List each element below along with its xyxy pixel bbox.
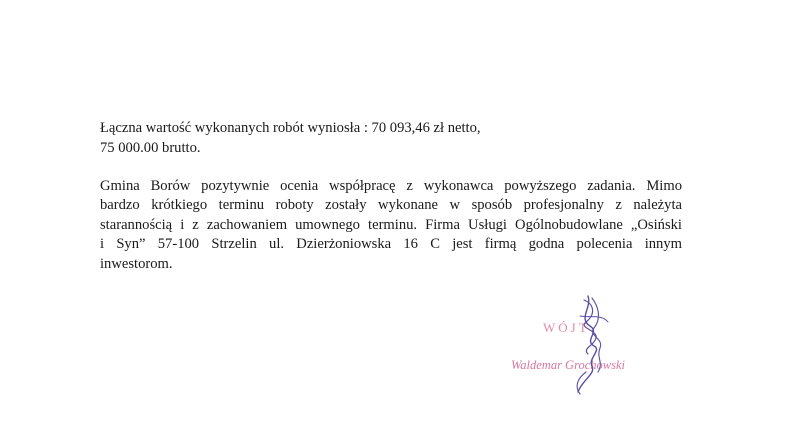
paragraph-line: inwestorom. bbox=[100, 255, 173, 272]
handwritten-signature bbox=[548, 288, 638, 398]
stamp-name: Waldemar Grochowski bbox=[511, 358, 626, 372]
recommendation-paragraph bbox=[100, 177, 682, 274]
gross-value-line: 75 000.00 brutto. bbox=[100, 140, 201, 156]
paragraph-line: starannością i z zachowaniem umownego terminu. Firma Usługi Ogólnobudowlane „Osiński bbox=[100, 216, 682, 233]
total-value-line: Łączna wartość wykonanych robót wyniosła : 70 093,46 zł netto, bbox=[100, 120, 481, 136]
paragraph-line: bardzo krótkiego terminu roboty zostały wykonane w sposób profesjonalny z należyta bbox=[100, 197, 682, 214]
paragraph-line: i Syn” 57-100 Strzelin ul. Dzierżoniowska 16 C jest firmą godna polecenia innym bbox=[100, 236, 682, 253]
paragraph-line: Gmina Borów pozytywnie ocenia współpracę z wykonawca powyższego zadania. Mimo bbox=[100, 178, 682, 194]
summary-block bbox=[100, 118, 680, 158]
stamp-title: WÓJT bbox=[543, 320, 590, 335]
